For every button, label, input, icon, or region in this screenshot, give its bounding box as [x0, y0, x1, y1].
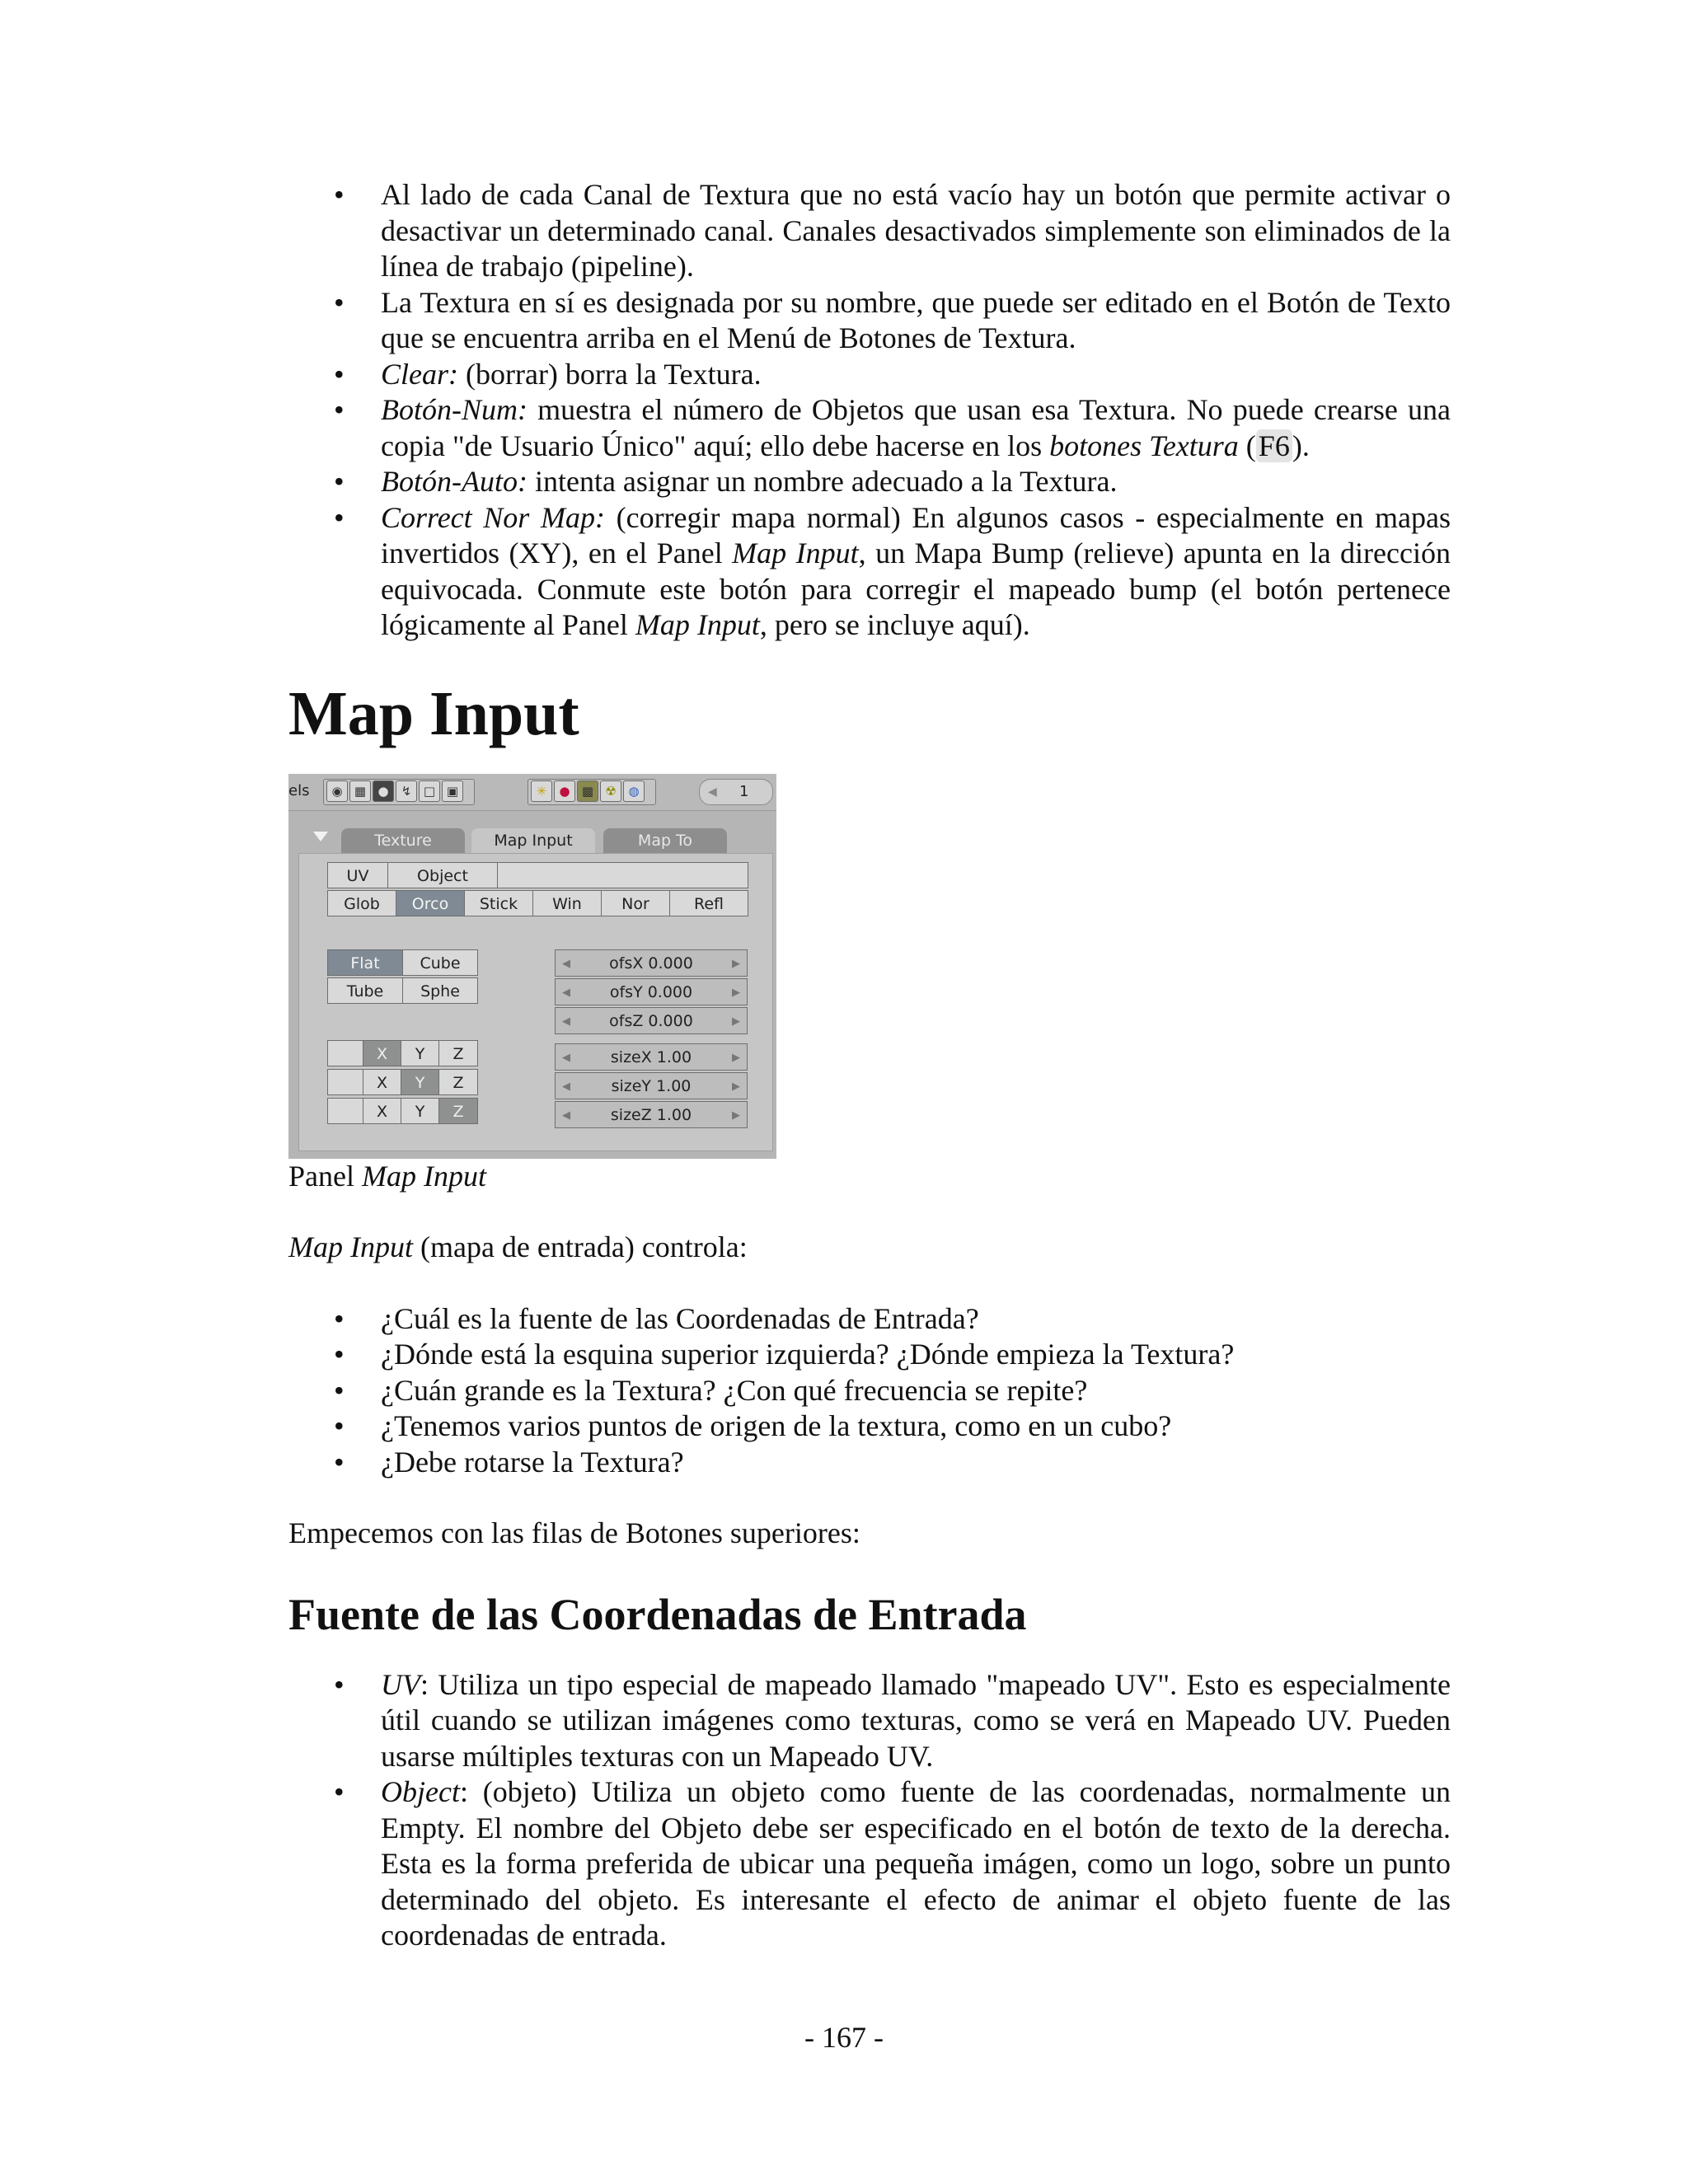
radiosity-icon[interactable]: ☢ [600, 780, 621, 802]
key-f6: F6 [1256, 429, 1292, 462]
axis-x-button[interactable]: X [363, 1040, 401, 1066]
page-number: - 167 - [804, 2021, 884, 2054]
map-input-panel-screenshot [288, 774, 776, 1159]
chevron-right-icon[interactable]: ▶ [732, 1108, 740, 1122]
collapse-triangle-icon[interactable] [313, 832, 328, 841]
shading-icon[interactable]: ● [373, 780, 394, 802]
chevron-left-icon[interactable]: ◀ [708, 785, 717, 799]
map-input-panel [298, 853, 773, 1151]
world-icon[interactable]: ◍ [623, 780, 645, 802]
term-boton-auto: Botón-Auto: [381, 465, 528, 498]
intro-paragraph: Map Input (mapa de entrada) controla: [288, 1230, 748, 1263]
lead-in-paragraph: Empecemos con las filas de Botones superiores: [288, 1516, 860, 1549]
glob-button[interactable]: Glob [327, 890, 396, 916]
axis-y-button[interactable]: Y [401, 1098, 439, 1124]
list-item: • ¿Cuál es la fuente de las Coordenadas de Entrada? [288, 1301, 1451, 1338]
list-item: • La Textura en sí es designada por su nombre, que puede ser editado en el Botón de Texto que se encuentra arriba en el Menú de Botones de Textura. [288, 285, 1451, 357]
term-clear: Clear: [381, 357, 458, 391]
list-item: • ¿Debe rotarse la Textura? [288, 1445, 1451, 1481]
list-item: • ¿Tenemos varios puntos de origen de la textura, como en un cubo? [288, 1408, 1451, 1445]
chevron-left-icon[interactable]: ◀ [562, 986, 570, 999]
list-item: • Clear: (borrar) borra la Textura. [288, 357, 1451, 393]
sizey-field[interactable]: ◀ sizeY 1.00 ▶ [555, 1072, 748, 1099]
stick-button[interactable]: Stick [464, 890, 533, 916]
tab-texture[interactable]: Texture [341, 828, 465, 853]
sphe-button[interactable]: Sphe [402, 977, 478, 1004]
nor-button[interactable]: Nor [601, 890, 670, 916]
channel-spinner[interactable]: ◀ 1 [699, 779, 773, 805]
page-content [288, 177, 1451, 1954]
sizez-field[interactable]: ◀ sizeZ 1.00 ▶ [555, 1101, 748, 1128]
bullet-list-top [288, 177, 1451, 644]
axis-toggle[interactable] [327, 1040, 363, 1066]
chevron-left-icon[interactable]: ◀ [562, 957, 570, 970]
axis-toggle[interactable] [327, 1069, 363, 1095]
texture-icon[interactable]: ▩ [577, 780, 598, 802]
list-item: • ¿Dónde está la esquina superior izquierda? ¿Dónde empieza la Textura? [288, 1337, 1451, 1373]
sizex-field[interactable]: ◀ sizeX 1.00 ▶ [555, 1043, 748, 1071]
tab-map-to[interactable]: Map To [603, 828, 727, 853]
heading-map-input: Map Input [288, 678, 579, 748]
term-boton-num: Botón-Num: [381, 393, 528, 426]
chevron-left-icon[interactable]: ◀ [562, 1015, 570, 1028]
panel-tabs [288, 820, 776, 853]
axis-z-button[interactable]: Z [438, 1098, 478, 1124]
ofsy-field[interactable]: ◀ ofsY 0.000 ▶ [555, 978, 748, 1005]
axis-z-button[interactable]: Z [438, 1040, 478, 1066]
term-correct-nor-map: Correct Nor Map: [381, 500, 605, 534]
win-button[interactable]: Win [532, 890, 602, 916]
tube-button[interactable]: Tube [327, 977, 403, 1004]
orco-button[interactable]: Orco [396, 890, 465, 916]
bullet-list-bottom [288, 1667, 1451, 1954]
object-icon[interactable]: ↯ [396, 780, 417, 802]
list-item: • Correct Nor Map: (corregir mapa normal) En algunos casos - especialmente en mapas invertidos (XY), en el Panel Map Input, un Mapa Bump (relieve) apunta en la dirección equivocada. Conmute este botón para corregir el mapeado bump (el botón pertenece lógicamente al Panel Map Input, pero se incluye aquí). [288, 500, 1451, 644]
chevron-right-icon[interactable]: ▶ [732, 1080, 740, 1093]
axis-x-button[interactable]: X [363, 1098, 401, 1124]
axis-y-button[interactable]: Y [401, 1040, 439, 1066]
list-item: • Object: (objeto) Utiliza un objeto como fuente de las coordenadas, normalmente un Empty. El nombre del Objeto debe ser especificado en el botón de texto de la derecha. Esta es la forma preferida de ubicar una pequeña imágen, como un logo, sobre un punto determinado del objeto. Es interesante el efecto de animar el objeto fuente de las coordenadas de entrada. [288, 1774, 1451, 1954]
scene-icon[interactable]: ▣ [442, 780, 463, 802]
toolbar-label: els [288, 781, 310, 799]
questions-list [288, 1301, 1451, 1481]
object-name-field[interactable] [497, 862, 748, 888]
script-icon[interactable]: ▦ [349, 780, 371, 802]
term-uv: UV [381, 1667, 420, 1701]
tab-map-input[interactable]: Map Input [471, 828, 595, 853]
figure-caption: Panel Map Input [288, 1159, 486, 1193]
list-item: • ¿Cuán grande es la Textura? ¿Con qué frecuencia se repite? [288, 1373, 1451, 1409]
chevron-right-icon[interactable]: ▶ [732, 957, 740, 970]
chevron-right-icon[interactable]: ▶ [732, 986, 740, 999]
chevron-right-icon[interactable]: ▶ [732, 1015, 740, 1028]
logic-icon[interactable]: ◉ [326, 780, 348, 802]
buttons-toolbar [288, 774, 776, 811]
list-item: • Al lado de cada Canal de Textura que no está vacío hay un botón que permite activar o desactivar un determinado canal. Canales desactivados simplemente son eliminados de la línea de trabajo (pipeline). [288, 177, 1451, 285]
refl-button[interactable]: Refl [669, 890, 748, 916]
chevron-left-icon[interactable]: ◀ [562, 1080, 570, 1093]
list-item: • UV: Utiliza un tipo especial de mapeado llamado "mapeado UV". Esto es especialmente útil cuando se utilizan imágenes como texturas, como se verá en Mapeado UV. Pueden usarse múltiples texturas con un Mapeado UV. [288, 1667, 1451, 1775]
list-item: • Botón-Auto: intenta asignar un nombre adecuado a la Textura. [288, 464, 1451, 500]
axis-z-button[interactable]: Z [438, 1069, 478, 1095]
lamp-icon[interactable]: ✳ [531, 780, 552, 802]
ofsz-field[interactable]: ◀ ofsZ 0.000 ▶ [555, 1007, 748, 1034]
flat-button[interactable]: Flat [327, 949, 403, 976]
material-icon[interactable]: ● [554, 780, 575, 802]
heading-fuente-coordenadas: Fuente de las Coordenadas de Entrada [288, 1589, 1027, 1639]
chevron-left-icon[interactable]: ◀ [562, 1051, 570, 1064]
axis-toggle[interactable] [327, 1098, 363, 1124]
chevron-right-icon[interactable]: ▶ [732, 1051, 740, 1064]
chevron-left-icon[interactable]: ◀ [562, 1108, 570, 1122]
axis-x-button[interactable]: X [363, 1069, 401, 1095]
list-item: • Botón-Num: muestra el número de Objetos que usan esa Textura. No puede crearse una copia "de Usuario Único" aquí; ello debe hacerse en los botones Textura (F6). [288, 392, 1451, 464]
editing-icon[interactable]: □ [419, 780, 440, 802]
ofsx-field[interactable]: ◀ ofsX 0.000 ▶ [555, 949, 748, 977]
axis-y-button[interactable]: Y [401, 1069, 439, 1095]
cube-button[interactable]: Cube [402, 949, 478, 976]
term-object: Object [381, 1775, 460, 1808]
uv-button[interactable]: UV [327, 862, 388, 888]
object-button[interactable]: Object [387, 862, 498, 888]
